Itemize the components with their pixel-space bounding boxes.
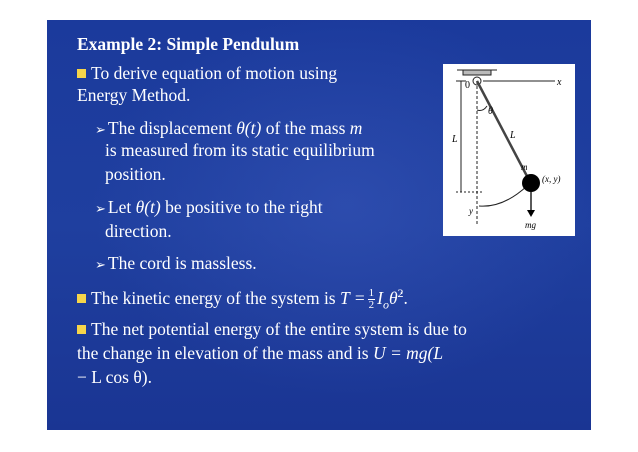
sub-bullet-displacement-line2: is measured from its static equilibrium [105, 140, 375, 160]
label-position: (x, y) [542, 174, 561, 184]
bullet-square-icon [77, 294, 86, 303]
bullet-energy-method: To derive equation of motion using [77, 62, 337, 84]
label-y-axis: y [469, 206, 473, 216]
theta-arc [477, 106, 487, 111]
sub-bullet-displacement: ➢ The displacement θ(t) of the mass m [95, 118, 363, 138]
bullet-potential-energy-line2: the change in elevation of the mass and is U = mg(L [77, 343, 444, 363]
label-mass: m [521, 162, 528, 172]
swing-arc [479, 186, 527, 206]
pendulum-mass [522, 174, 540, 192]
ceiling-support [463, 70, 491, 75]
arrow-bullet-icon: ➢ [95, 201, 106, 216]
bullet-energy-method-line2: Energy Method. [77, 85, 191, 105]
arrow-bullet-icon: ➢ [95, 122, 106, 137]
bullet-potential-energy-line3: − L cos θ). [77, 367, 152, 387]
label-length-left: L [452, 134, 458, 145]
bullet-square-icon [77, 69, 86, 78]
label-length-cord: L [510, 130, 516, 141]
sub-bullet-positive-direction: ➢ Let θ(t) be positive to the right [95, 197, 323, 217]
label-weight: mg [525, 220, 536, 230]
gravity-arrow-icon [527, 210, 535, 217]
sub-bullet-positive-direction-line2: direction. [105, 221, 172, 241]
label-theta: θ [488, 106, 493, 117]
sub-bullet-massless: ➢ The cord is massless. [95, 253, 257, 273]
slide-title: Example 2: Simple Pendulum [77, 34, 300, 54]
pendulum-figure [443, 64, 575, 236]
arrow-bullet-icon: ➢ [95, 257, 106, 272]
slide [47, 20, 591, 430]
bullet-square-icon [77, 325, 86, 334]
label-x-axis: x [557, 77, 562, 88]
bullet-kinetic-energy: The kinetic energy of the system is T = $\frac{1}{2}$ $I_o\thetȧ^2$. [77, 282, 408, 315]
sub-bullet-displacement-line3: position. [105, 164, 166, 184]
bullet-potential-energy: The net potential energy of the entire system is due to [77, 318, 467, 340]
pendulum-diagram [443, 64, 575, 236]
fraction-one-half: $\frac{1}{2}$ [368, 287, 375, 312]
label-origin: 0 [465, 80, 470, 91]
